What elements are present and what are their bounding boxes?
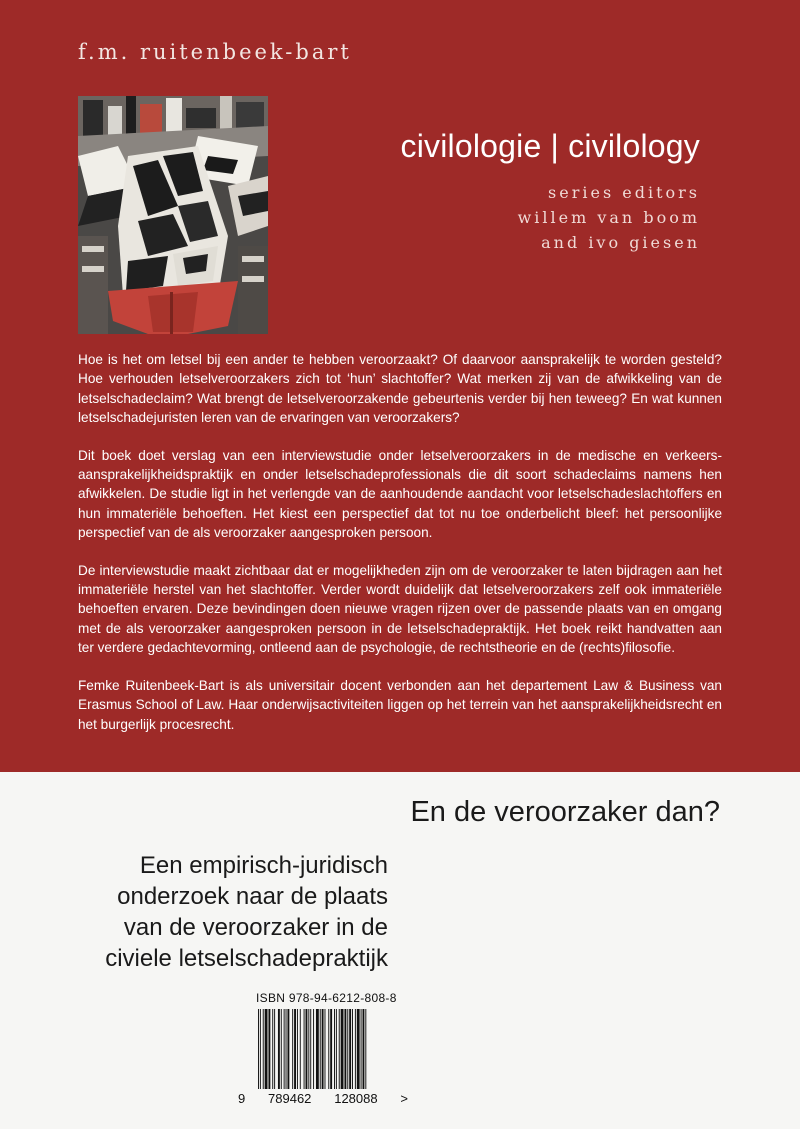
barcode [258,1009,392,1089]
back-cover-blurb [78,350,722,752]
barcode-bar [286,1009,287,1089]
barcode-bar [336,1009,337,1089]
barcode-digit-lead: 9 [238,1091,246,1106]
barcode-bar [349,1009,351,1089]
barcode-bar [308,1009,309,1089]
barcode-bar [352,1009,353,1089]
barcode-bar [272,1009,273,1089]
barcode-bar [334,1009,335,1089]
barcode-bar [284,1009,285,1089]
barcode-bar [365,1009,366,1089]
barcode-bar [274,1009,275,1089]
barcode-bar [258,1009,259,1089]
barcode-bar [287,1009,289,1089]
series-editors-line: willem van boom [517,208,700,227]
barcode-bar [310,1009,311,1089]
barcode-bar [297,1009,298,1089]
barcode-bar [330,1009,332,1089]
blurb-paragraph: Hoe is het om letsel bij een ander te hebben veroorzaakt? Of daarvoor aansprakelijk te worden gesteld? Hoe verhouden letselveroorzakers zich tot ‘hun’ slachtoffer? Wat merken zij van de afwikkeling van de letselschadeclaim? Wat brengt de letselveroorzakende gebeurtenis verder bij hen teweeg? En wat kunnen letselschadejuristen leren van de ervaringen van veroorzakers? [78,352,722,426]
barcode-bar [278,1009,280,1089]
barcode-bar [313,1009,314,1089]
barcode-bar [260,1009,261,1089]
barcode-bar [320,1009,321,1089]
series-editors [518,180,700,255]
barcode-bar [357,1009,360,1089]
dazzle-ship-image [78,96,268,334]
barcode-digit-group: 128088 [334,1091,378,1106]
barcode-bar [347,1009,348,1089]
barcode-bar [361,1009,362,1089]
barcode-bar [316,1009,319,1089]
barcode-bar [281,1009,282,1089]
barcode-bar [355,1009,356,1089]
barcode-digit-marker: > [400,1091,408,1106]
barcode-digit-group: 789462 [268,1091,312,1106]
book-title: En de veroorzaker dan? [410,796,720,828]
barcode-bar [341,1009,344,1089]
barcode-bar [268,1009,270,1089]
subtitle-line: van de veroorzaker in de [123,914,388,941]
barcode-bar [363,1009,365,1089]
barcode-bar [328,1009,329,1089]
subtitle-line: Een empirisch-juridisch [139,852,388,879]
barcode-digits [238,1091,408,1106]
cover-painting [78,96,268,334]
barcode-bar [300,1009,301,1089]
barcode-bar [292,1009,293,1089]
subtitle-line: onderzoek naar de plaats [117,883,388,910]
barcode-bar [339,1009,340,1089]
author-bio: Femke Ruitenbeek-Bart is als universitair docent verbonden aan het departement Law & Business van Erasmus School of Law. Haar onderwijsactiviteiten liggen op het terrein van het aansprakelijkheidsrecht en het burgerlijk procesrecht. [78,677,722,732]
blurb-paragraph: Dit boek doet verslag van een interviewstudie onder letselveroorzakers in de medische en verkeers-aansprakelijkheidspraktijk en onder letselschadeprofessionals die dit soort schadeclaims namens hen afwikkelen. De studie ligt in het verlengde van de aanhoudende aandacht voor letselschadeslachtoffers en hun immateriële behoeften. Het kiest een perspectief dat tot nu toe onderbelicht bleef: het persoonlijke perspectief van de als veroorzaker aangesproken persoon. [78,447,722,541]
blurb-paragraph: De interviewstudie maakt zichtbaar dat er mogelijkheden zijn om de veroorzaker te laten bijdragen aan het immateriële herstel van het slachtoffer. Verder wordt duidelijk dat letselveroorzakers zelf ook immateriële behoeften ervaren. Deze bevindingen doen nieuwe vragen rijzen over de passende plaats van en omgang met de als veroorzaker aangesproken persoon in de letselschadepraktijk. Het boek reikt handvatten aan ter verdere gedachtevorming, ontleend aan de psychologie, de rechtstheorie en de (rechts)filosofie. [78,562,722,656]
series-editors-line: and ivo giesen [541,233,700,252]
barcode-bar [344,1009,346,1089]
barcode-bar [304,1009,305,1089]
barcode-bar [325,1009,326,1089]
barcode-bar [265,1009,268,1089]
book-subtitle [0,850,388,974]
barcode-bar [306,1009,308,1089]
barcode-bar [263,1009,264,1089]
author-name: f.m. ruitenbeek-bart [78,40,352,64]
barcode-bar [322,1009,324,1089]
barcode-bar [294,1009,296,1089]
series-title: civilologie | civilology [400,128,700,164]
isbn-label: ISBN 978-94-6212-808-8 [256,991,397,1005]
series-editors-line: series editors [548,183,700,202]
subtitle-line: civiele letselschadepraktijk [105,945,388,972]
